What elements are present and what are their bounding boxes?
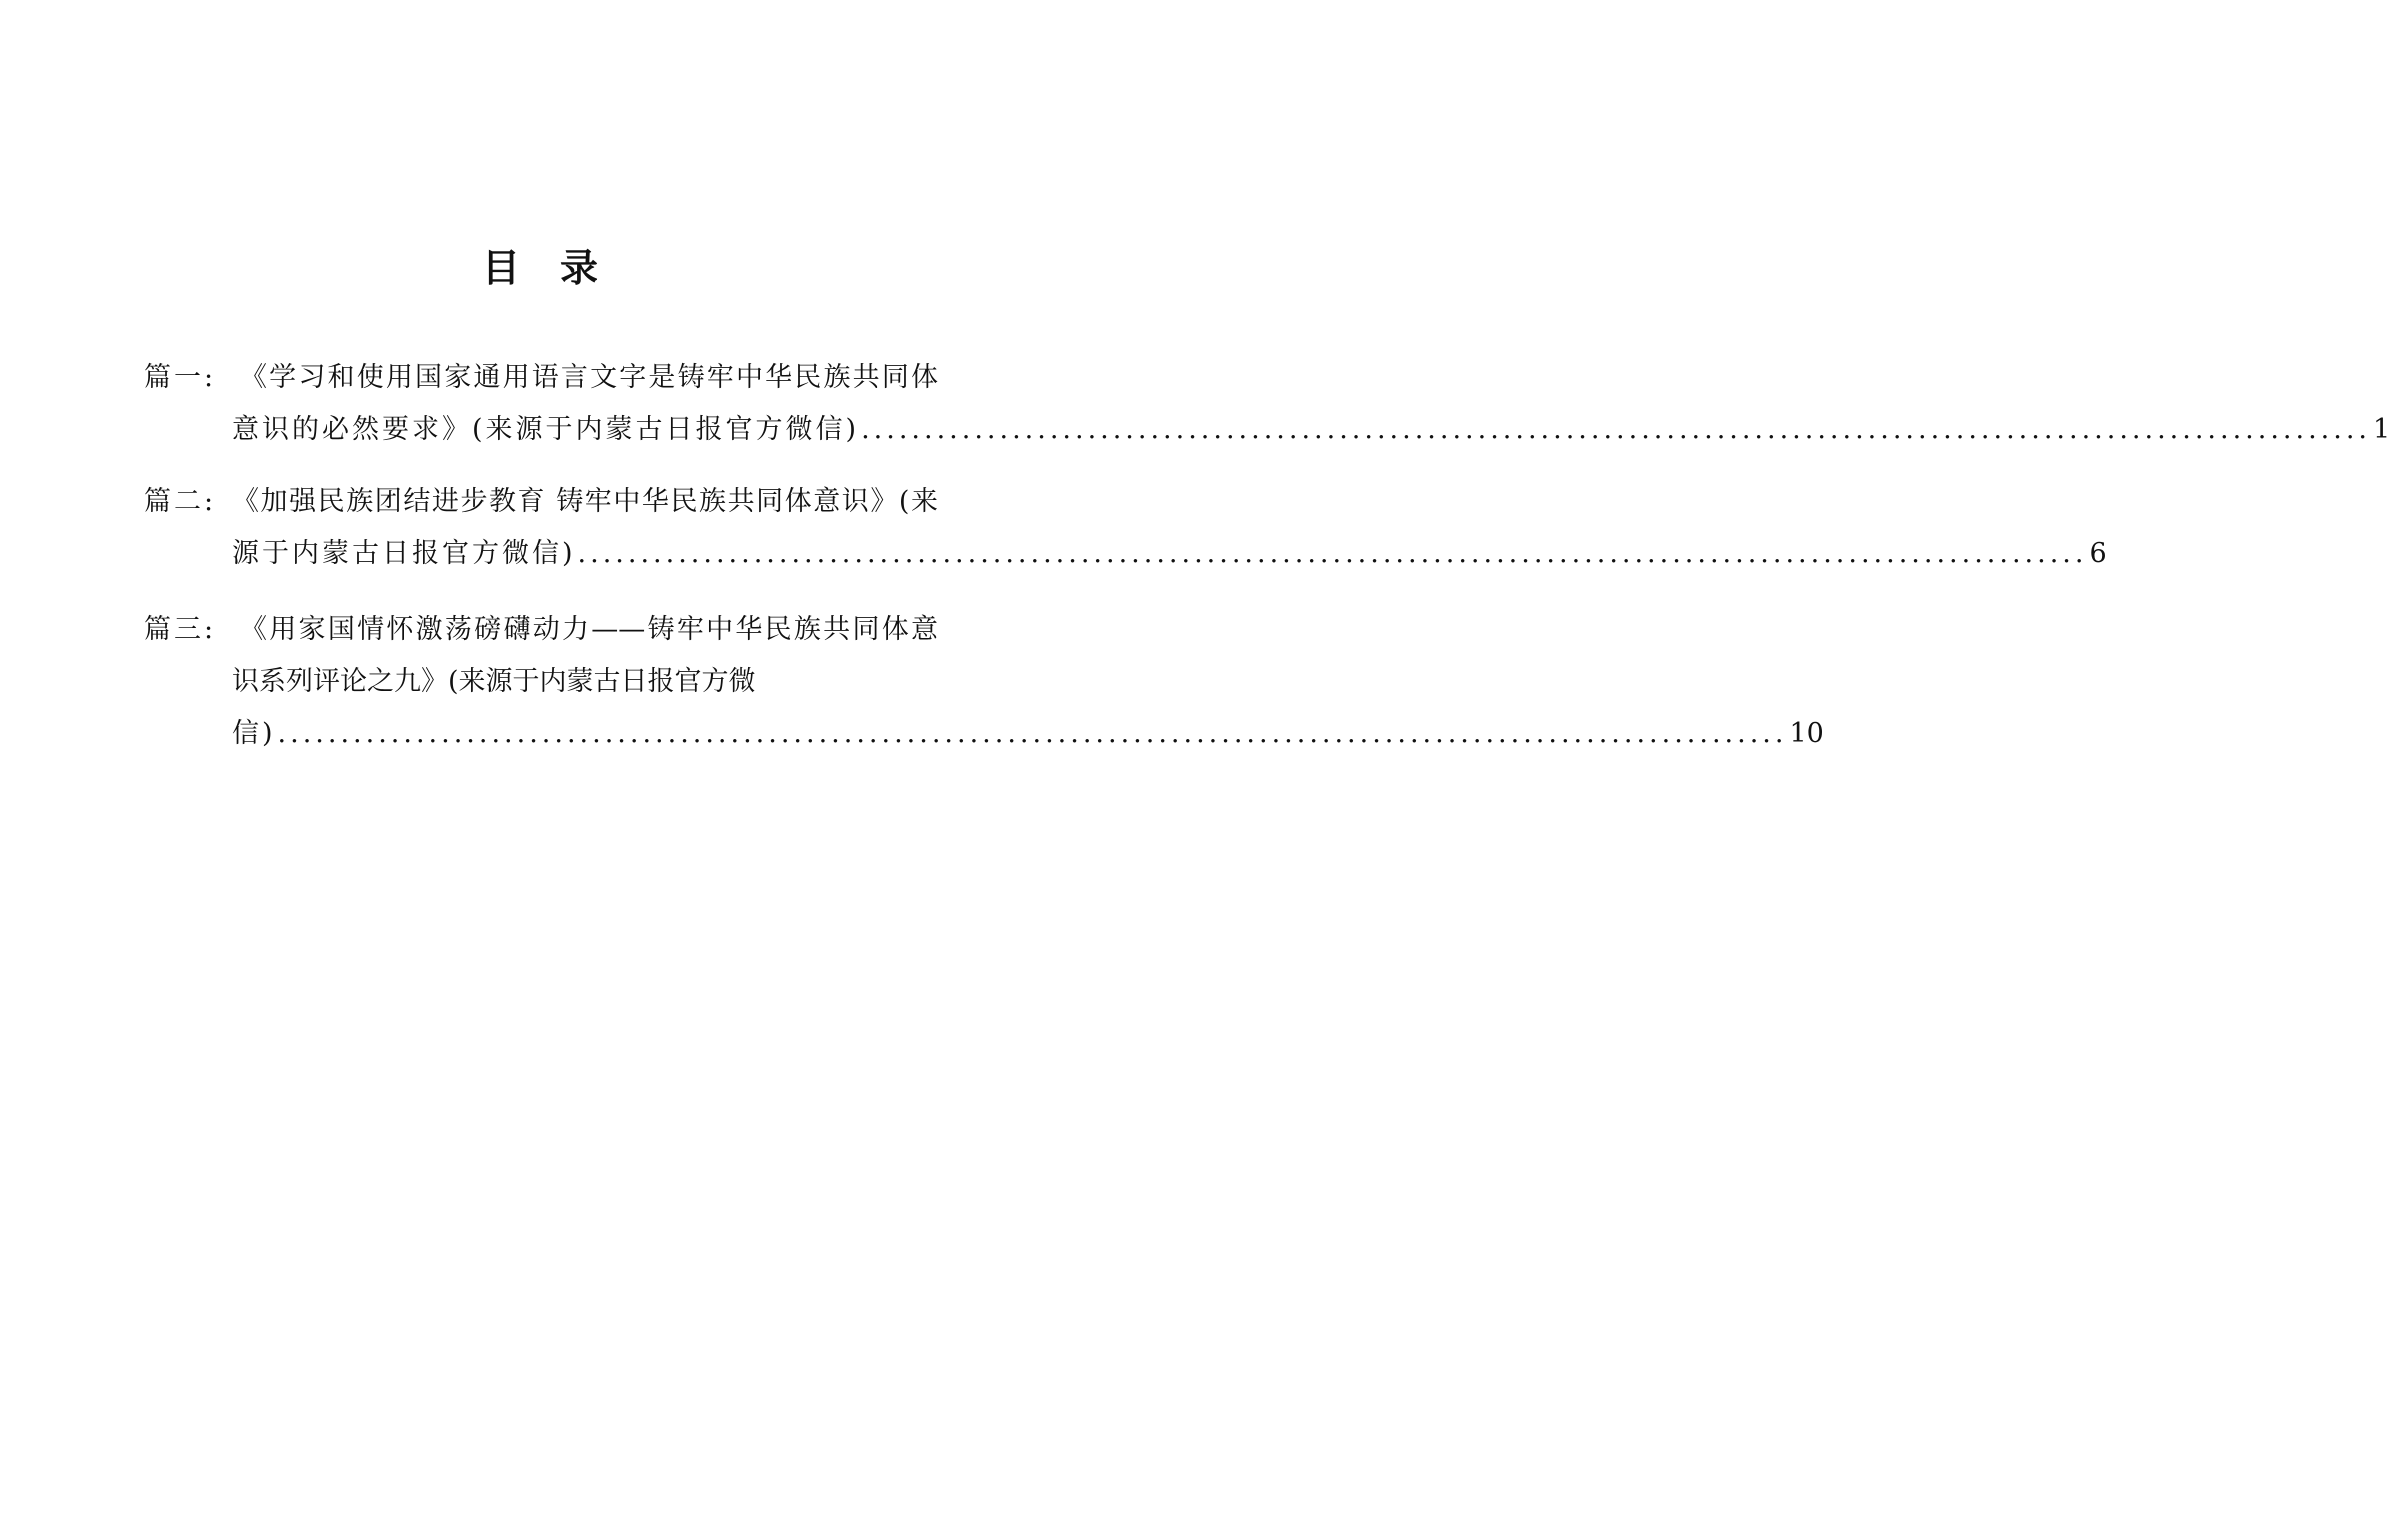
entry-label: 篇一:	[144, 362, 217, 393]
page-title: 目录	[481, 246, 638, 290]
dot-leader: ........................................................................................................................	[861, 414, 2371, 445]
toc-entry-2[interactable]	[144, 476, 2107, 580]
toc-entry-1[interactable]	[144, 352, 2390, 456]
toc-entry-3[interactable]	[144, 604, 1824, 760]
entry-title-line: 源于内蒙古日报官方微信)	[232, 538, 576, 569]
entry-title-line: 《加强民族团结进步教育 铸牢中华民族共同体意识》(来	[232, 486, 938, 517]
entry-title-line: 《学习和使用国家通用语言文字是铸牢中华民族共同体	[240, 362, 938, 393]
dot-leader: ........................................................................................................................	[577, 538, 2088, 569]
entry-title-line: 识系列评论之九》(来源于内蒙古日报官方微	[232, 666, 756, 697]
page-number: 10	[1789, 718, 1824, 749]
entry-title-line: 意识的必然要求》(来源于内蒙古日报官方微信)	[232, 414, 860, 445]
entry-title-line: 《用家国情怀激荡磅礴动力——铸牢中华民族共同体意	[240, 614, 938, 645]
entry-label: 篇二:	[144, 486, 217, 517]
entry-label: 篇三:	[144, 614, 217, 645]
page-number: 6	[2089, 538, 2107, 569]
page-number: 1	[2372, 414, 2390, 445]
entry-title-line: 信)	[232, 718, 276, 749]
dot-leader: ........................................................................................................................	[277, 718, 1788, 749]
